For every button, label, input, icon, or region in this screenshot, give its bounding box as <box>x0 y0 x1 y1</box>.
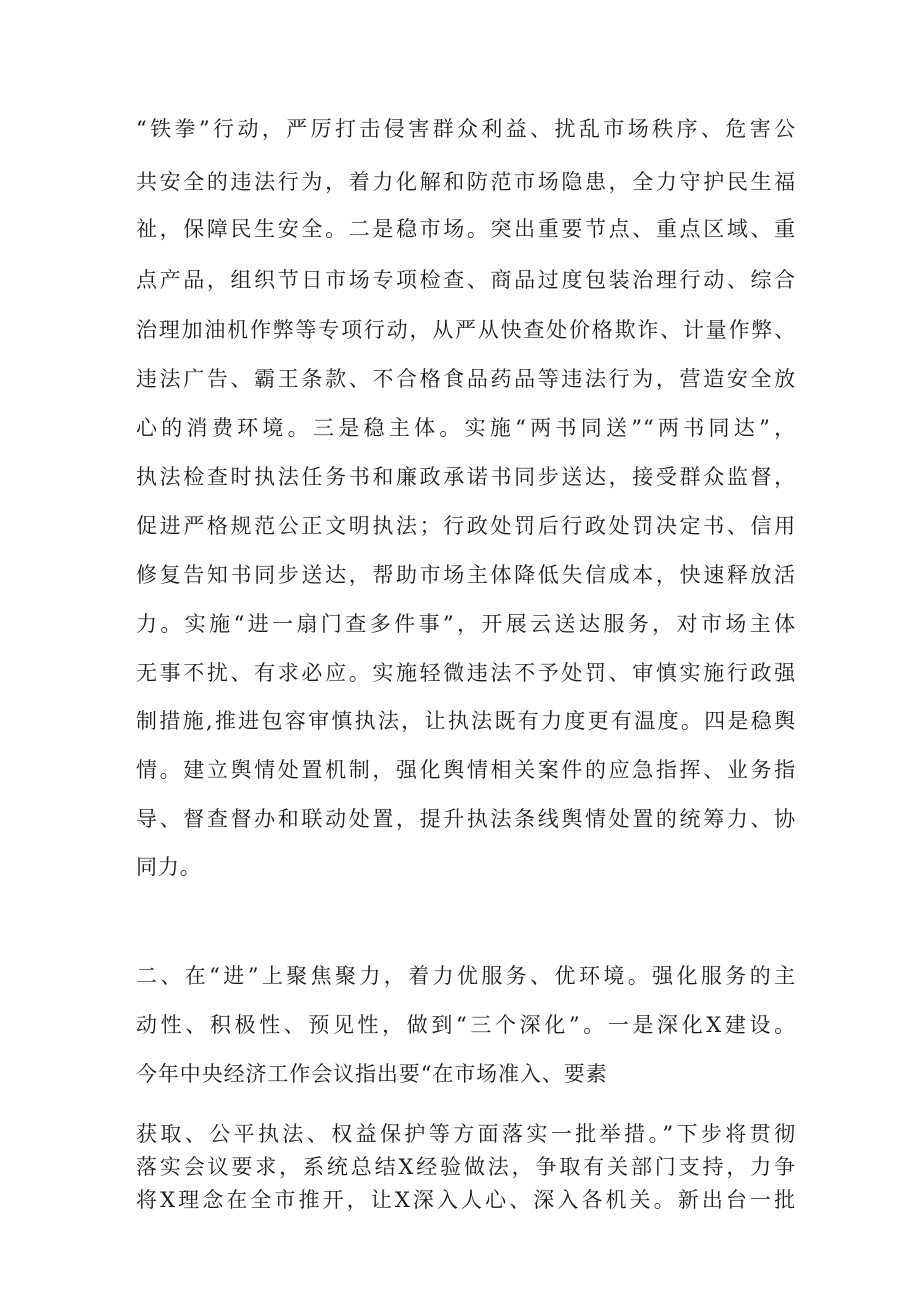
text-line: 执法检查时执法任务书和廉政承诺书同步送达，接受群众监督， <box>136 465 796 489</box>
text-line: 导、督查督办和联动处置，提升执法条线舆情处置的统筹力、协 <box>136 807 796 831</box>
text-line: 将X理念在全市推开，让X深入人心、深入各机关。新出台一批 <box>136 1188 796 1212</box>
text-line: 制措施,推进包容审慎执法，让执法既有力度更有温度。四是稳舆 <box>136 709 796 733</box>
text-line: 无事不扰、有求必应。实施轻微违法不予处罚、审慎实施行政强 <box>136 661 796 685</box>
text-line: 修复告知书同步送达，帮助市场主体降低失信成本，快速释放活 <box>136 563 796 587</box>
text-line: 点产品，组织节日市场专项检查、商品过度包装治理行动、综合 <box>136 268 796 292</box>
text-line: 力。实施“进一扇门查多件事”，开展云送达服务，对市场主体 <box>136 612 796 636</box>
text-line: 心的消费环境。三是稳主体。实施“两书同送”“两书同达”， <box>136 416 796 440</box>
text-line: 祉，保障民生安全。二是稳市场。突出重要节点、重点区域、重 <box>136 217 796 241</box>
text-line: 促进严格规范公正文明执法；行政处罚后行政处罚决定书、信用 <box>136 514 796 538</box>
text-line: 共安全的违法行为，着力化解和防范市场隐患，全力守护民生福 <box>136 170 796 194</box>
text-line: 情。建立舆情处置机制，强化舆情相关案件的应急指挥、业务指 <box>136 758 796 782</box>
text-line: 获取、公平执法、权益保护等方面落实一批举措。”下步将贯彻 <box>136 1122 796 1146</box>
section-heading-line: 二、在“进”上聚焦聚力，着力优服务、优环境。强化服务的主 <box>136 964 796 988</box>
text-line-last: 同力。 <box>136 855 202 879</box>
text-line: 违法广告、霸王条款、不合格食品药品等违法行为，营造安全放 <box>136 367 796 391</box>
text-line: 落实会议要求，系统总结X经验做法，争取有关部门支持，力争 <box>136 1155 796 1179</box>
text-line: 动性、积极性、预见性，做到“三个深化”。一是深化X建设。 <box>136 1013 796 1037</box>
text-line-last: 今年中央经济工作会议指出要“在市场准入、要素 <box>136 1062 608 1086</box>
text-line: “铁拳”行动，严厉打击侵害群众利益、扰乱市场秩序、危害公 <box>136 117 796 141</box>
text-line: 治理加油机作弊等专项行动，从严从快查处价格欺诈、计量作弊、 <box>136 318 796 342</box>
